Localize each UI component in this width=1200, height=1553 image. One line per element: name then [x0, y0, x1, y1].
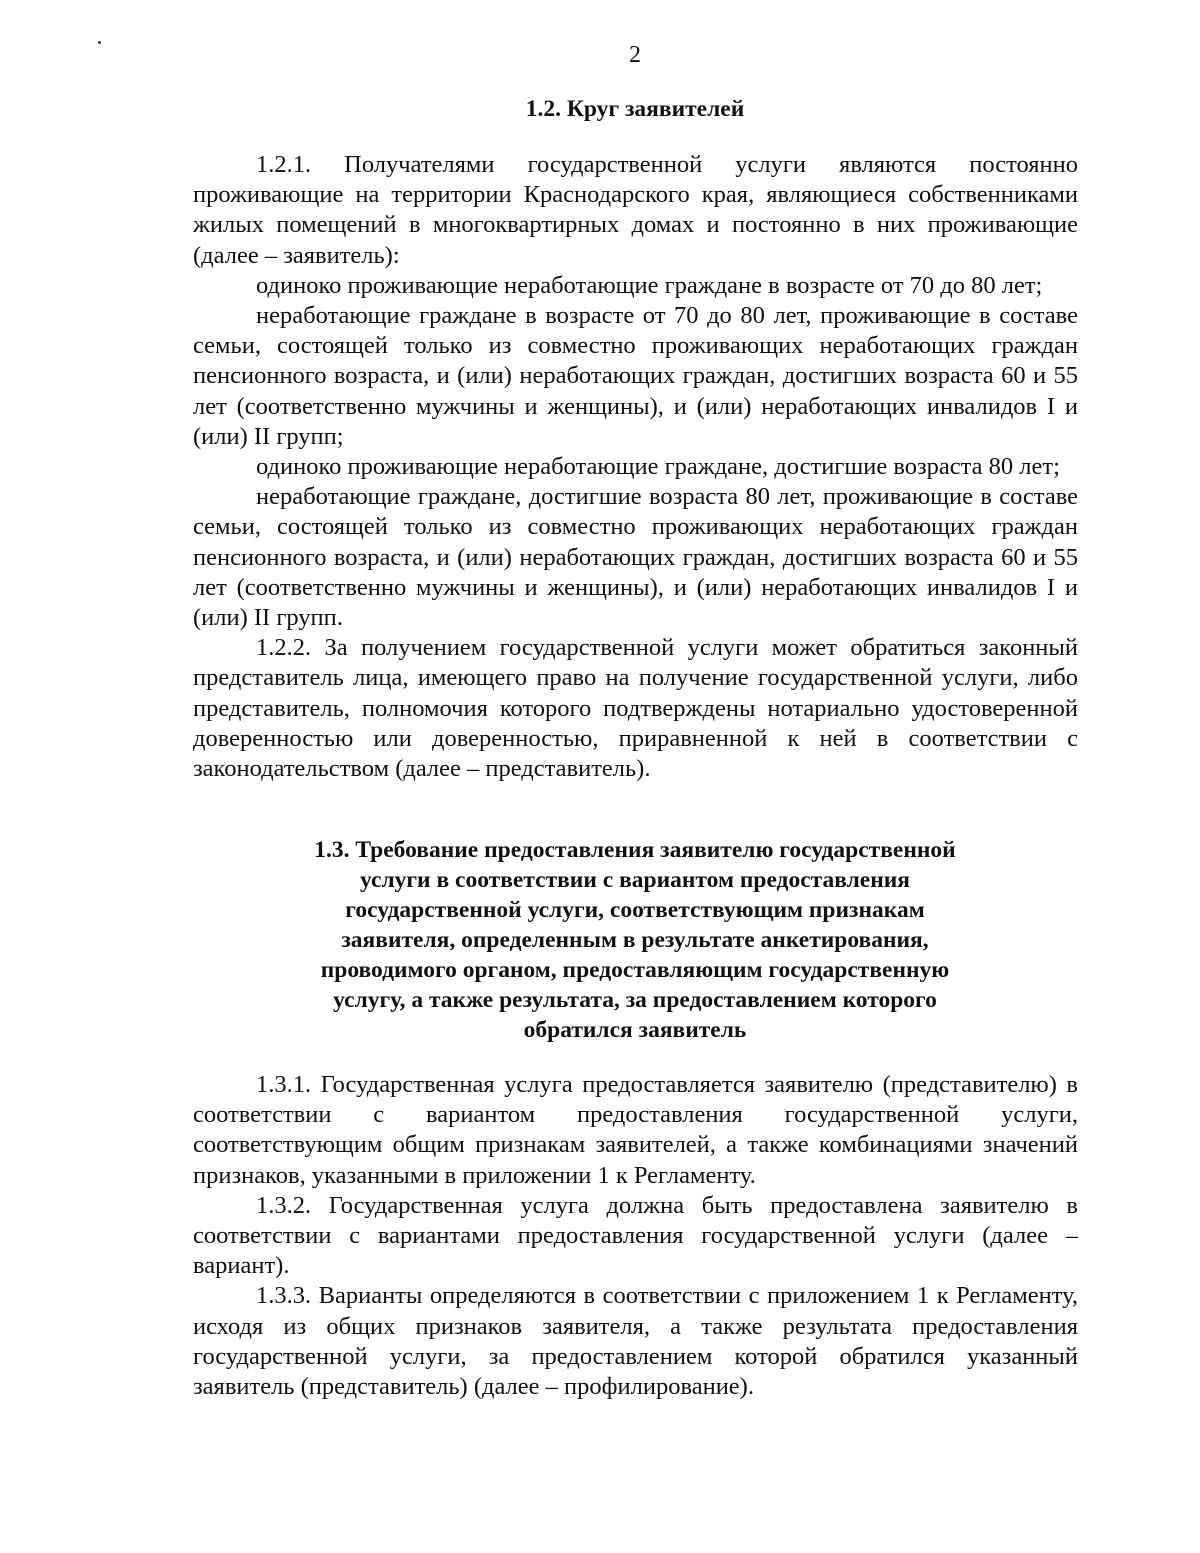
paragraph: одиноко проживающие неработающие граждане, достигшие возраста 80 лет; — [256, 453, 1060, 481]
paragraph: неработающие граждане в возрасте от 70 до 80 лет, проживающие в составе семьи, состоящей только из совместно проживающих неработающих граждан пенсионного возраста, и (или) неработающих граждан, достигших возраста 60 и 55 лет (соответственно мужчины и женщины), и (или) неработающих инвалидов I и (или) II групп; — [193, 302, 1078, 450]
paragraph: 1.3.3. Варианты определяются в соответствии с приложением 1 к Регламенту, исходя из общих признаков заявителя, а также результата предоставления государственной услуги, за предоставлением которой обратился указанный заявитель (представитель) (далее – профилирование). — [193, 1282, 1078, 1401]
paragraph: 1.2.2. За получением государственной услуги может обратиться законный представитель лица, имеющего право на получение государственной услуги, либо представитель, полномочия которого подтверждены нотариально удостоверенной доверенностью или доверенностью, приравненной к ней в соответствии с законодательством (далее – представитель). — [193, 634, 1078, 783]
section-1-3-heading — [190, 835, 1080, 1045]
paragraph: неработающие граждане, достигшие возраста 80 лет, проживающие в составе семьи, состоящей только из совместно проживающих неработающих граждан пенсионного возраста, и (или) неработающих граждан, достигших возраста 60 и 55 лет (соответственно мужчины и женщины), и (или) неработающих инвалидов I и (или) II групп. — [193, 483, 1078, 632]
paragraph: одиноко проживающие неработающие граждане в возрасте от 70 до 80 лет; — [256, 271, 1043, 299]
page-number: 2 — [629, 42, 641, 68]
paragraph: 1.3.1. Государственная услуга предоставляется заявителю (представителю) в соответствии с вариантом предоставления государственной услуги, соответствующим общим признакам заявителей, а также комбинациями значений признаков, указанными в приложении 1 к Регламенту. — [193, 1071, 1078, 1189]
paragraph: 1.3.2. Государственная услуга должна быть предоставлена заявителю в соответствии с вариантами предоставления государственной услуги (далее – вариант). — [193, 1191, 1078, 1280]
heading-line: обратился заявитель — [523, 1017, 747, 1043]
heading-line: проводимого органом, предоставляющим государственную — [320, 957, 950, 983]
heading-line: заявителя, определенным в результате анкетирования, — [341, 927, 929, 953]
heading-line: государственной услуги, соответствующим признакам — [345, 897, 925, 923]
heading-line: услуги в соответствии с вариантом предоставления — [359, 867, 910, 893]
paragraph: 1.2.1. Получателями государственной услуги являются постоянно проживающие на территории Краснодарского края, являющиеся собственниками жилых помещений в многоквартирных домах и постоянно в них проживающие (далее – заявитель): — [193, 151, 1078, 269]
section-1-3-body — [193, 1070, 1078, 1402]
heading-line: услугу, а также результата, за предоставлением которого — [333, 987, 937, 1013]
section-1-2-body — [193, 150, 1078, 784]
heading-line: 1.3. Требование предоставления заявителю государственной — [314, 837, 956, 863]
section-1-2-heading: 1.2. Круг заявителей — [525, 96, 745, 122]
